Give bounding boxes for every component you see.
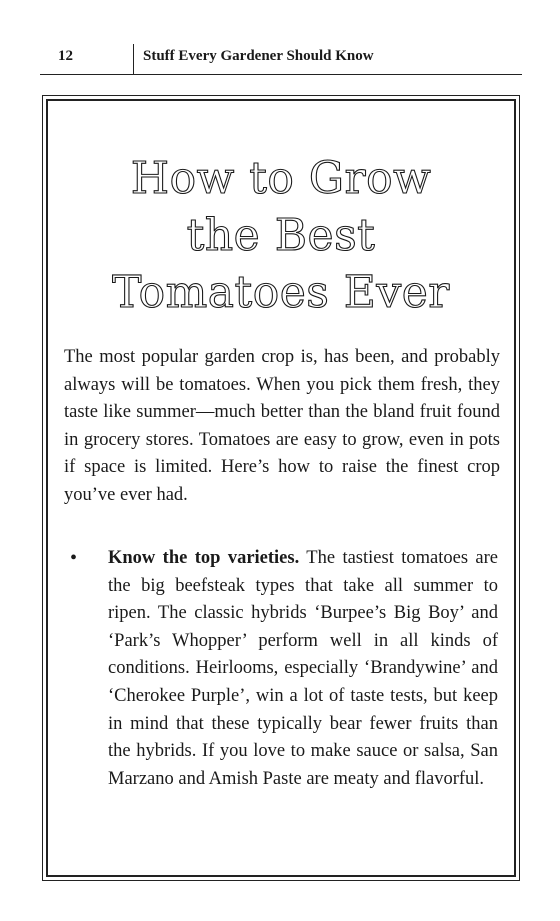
title-line: How to Grow xyxy=(130,153,432,204)
header-divider xyxy=(133,44,134,74)
title-line: the Best xyxy=(186,210,376,261)
bullet-icon: • xyxy=(70,547,78,569)
tip-text xyxy=(108,545,498,793)
title-line: Tomatoes Ever xyxy=(112,267,450,318)
tip-list-item xyxy=(70,545,498,793)
intro-paragraph: The most popular garden crop is, has been, and probably always will be tomatoes. When you pick them fresh, they taste like summer—much better than the bland fruit found in grocery stores. Tomatoes are easy to grow, even in pots if space is limited. Here’s how to raise the finest crop you’ve ever had. xyxy=(64,347,500,505)
tip-heading: Know the top varieties. xyxy=(108,548,300,568)
page-number: 12 xyxy=(58,48,73,64)
tip-body: The tastiest tomatoes are the big beefsteak types that take all summer to ripen. The classic hybrids ‘Burpee’s Big Boy’ and ‘Park’s Whopper’ perform well in all kinds of conditions. Heirlooms, especially ‘Brandywine’ and ‘Cherokee Purple’, win a lot of taste tests, but keep in mind that these typically bear fewer fruits than the hybrids. If you love to make sauce or salsa, San Marzano and Amish Paste are meaty and flavorful. xyxy=(108,548,498,789)
article-title xyxy=(46,150,516,321)
page-header xyxy=(40,44,522,76)
header-rule xyxy=(40,74,522,75)
running-head: Stuff Every Gardener Should Know xyxy=(143,48,374,64)
